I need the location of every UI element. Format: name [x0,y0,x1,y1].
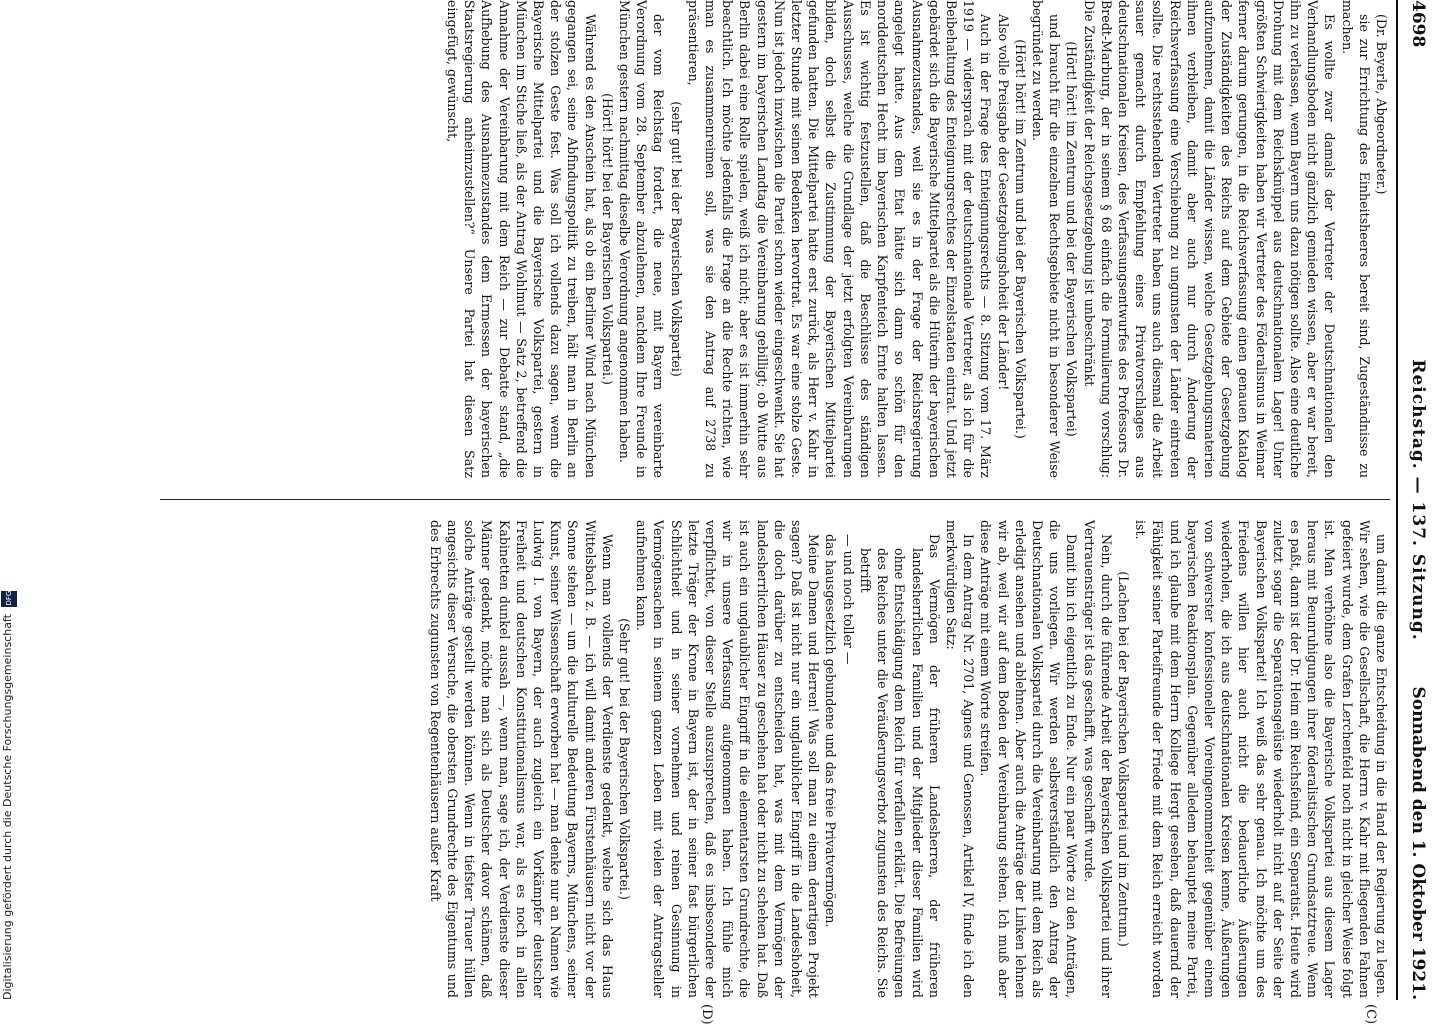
paragraph: (Lachen bei der Bayerischen Volkspartei und im Zentrum.) [1115,571,1131,947]
paragraph: Wenn man vollends der Verdienste gedenkt, welche sich das Haus Wittelsbach z. B. — ich will damit anderen Fürstenhäusern nicht vor der Sonne stehen — um die kulturelle Bedeutung Bayerns, Münchens, seiner Kunst, seiner Wissenschaft erworben hat — man denke nur an Namen wie Ludwig I. von Bayern, der auch zugleich ein Vorkämpfer deutscher Freiheit und deutschen Konstitutionalismus war, als es noch in allen Kabinetten dunkel aussah —, wenn man, sage ich, der Verdienste dieser Männer gedenkt, möchte man sich als Deutscher davor schämen, daß solche Anträge gestellt werden können. Wenn in tiefster Trauer hüllen angesichts dieser Versuche, die obersten Grundrechte des Eigentums und des Erbrechts zugunsten von Regentenhäusern außer Kraft [427,520,615,998]
paragraph: Damit bin ich eigentlich zu Ende. Nur ein paar Worte zu den Anträgen, die uns vorliegen. Wir werden selbstverständlich den Antrag der Deutschnationalen Volkspartei durch die Vereinbarung mit dem Reich als erledigt ansehen und ablehnen. Aber auch die Anträge der Linken lehnen wir ab, weil wir auf dem Boden der Vereinbarung stehen. Ich muß aber diese Anträge mit einem Worte streifen. [978,520,1080,998]
paragraph: Meine Damen und Herren! Was soll man zu einem derartigen Projekt sagen? Daß ist nicht nur ein unglaublicher Eingriff in die Landeshoheit, die doch darüber zu entscheiden hat, was mit dem Vermögen der landesherrlichen Häuser zu geschehen hat oder nicht zu schehen hat. Daß ist auch ein unglaublicher Eingriff in die elementarsten Grundrechte, die wir in unsere Verfassung aufgenommen haben. Ich fühle mich verpflichtet, von dieser Stelle auszusprechen, daß es insbesondere der letzte Träger der Krone in Bayern ist, der in seiner fast bürgerlichen Schlichtheit und in seiner vornehmen und reinen Gesinnung in Vermögensachen in seinem ganzen Leben mit vielen der Antragsteller aufnehmen kann. [634,520,822,998]
paragraph: In dem Antrag Nr. 2701, Agnes und Genossen, Artikel IV, finde ich den merkwürdigen Satz: [943,520,977,998]
paragraph: um damit die ganze Entscheidung in die Hand der Regierung zu legen. Wir sehen, wie die Gesellschaft, die Herrn v. Kahr mit fliegenden Fahnen gefeiert wurde, dem Grafen Lerchenfeld noch nicht in gleicher Weise folgt ist. Man verhöhne also die Bayerische Volkspartei aus diesem Lager heraus mit Beunruhigungen ihrer föderalistischen Grundsatztreue. Wenn es paßt, dann ist der Dr. Heim ein Reichsfeind, ein Separatist. Heute wird zuletzt sogar die Separationsgelüste wiederholt nicht auf der Seite der Bayerischen Volkspartei! Ich weiß das sehr genau. Ich möchte um des Friedens willen hier auch nicht die bedauerliche Äußerungen wiederholen, die ich aus deutschnationalen Kreisen kenne, Äußerungen von schwerster konfessioneller Voreingenommenheit gegenüber einem bayerischen Reaktionsplan. Gegenüber alledem behauptet meine Partei, und ich glaube mit dem Herrn Kollege Hergt gesehen, daß dauernd der Fähigkeit seiner Parteifreunde der Friede mit dem Reich erreicht worden ist. [1133,520,1389,998]
paragraph: sie zur Errichtung des Einheitsheeres bereit sind, Zugeständnisse zu machen. [1339,0,1372,478]
paragraph: Das Vermögen der früheren Landesherren, der früheren landesherrlichen Familien und der Mitglieder dieser Familien wird ohne Entschädigung dem Reich für verfallen erklärt. Die Befreiungen des Reiches unter die Veräußerungsverbot zugunsten des Reichs. Sie betrifft [857,534,942,998]
page-date: Sonnabend den 1. Oktober 1921. [1408,686,1428,1000]
paragraph: (Sehr gut! bei der Bayerischen Volkspartei.) [617,618,633,900]
paragraph: Auch in der Frage des Enteignungsrechts — 8. Sitzung vom 17. März 1919 — widersprach mit der deutschnationale Vertreter, als ich für die Beibehaltung des Enteignungsrechtes der Einzelstaaten eintrat. Und jetzt gebärdet sich die Bayerische Mittelpartei als die Hüterin der bayerischen Ausnahmezustandes, weil sie es in der Frage der Reichsregierung angelegt hatte. Aus dem Etat hätte sich dann so schön für den norddeutschen Hecht im bayerischen Karpfenteich Ernte halten lassen. Es ist wichtig festzustellen, daß die Beschlüsse des ständigen Ausschusses, welche die Grundlage der jetzt erfolgten Vereinbarungen bilden, doch selbst die Zustimmung der Bayerischen Mittelpartei gefunden hatten. Die Mittelpartei hatte erst zurück, als Herr v. Kahr in letzter Stunde mit seinen Bedenken hervortrat. Es war eine stolze Geste. Nun ist jedoch inzwischen die Partei schon wieder eingeschwenkt. Sie hat gestern im bayerischen Landtag die Vereinbarung gebilligt; ob Wutte aus Berlin dabei eine Rolle spielen, weiß ich nicht; aber es ist immerhin sehr beachtlich. Ich möchte jedenfalls die Frage an die Rechte richten, wie man es zusammenreimen soll, was sie den Antrag auf 2738 zu präsentieren, [685,0,994,478]
paragraph: (Hört! hört! bei der Bayerischen Volkspartei.) [599,93,615,385]
paragraph: (Hört! hört! im Zentrum und bei der Bayerischen Volkspartei) [1064,41,1080,437]
paragraph: (Hört! hört! im Zentrum und bei der Bayerischen Volkspartei.) [1012,39,1028,439]
credit-text: Digitalisierung gefördert durch die Deutsche Forschungsgemeinschaft [1,614,14,1000]
paragraph: der vom Reichstag fordert, die neue, mit Bayern vereinbarte Verordnung vom 28. September abzulehnen, nachdem Ihre Freunde in München gestern nachmittag dieselbe Verordnung angenommen haben. [617,0,667,478]
paragraph: Nein, durch die führende Arbeit der Bayerischen Volkspartei und ihrer Vertrauensträger ist das geschafft, was geschafft wurde. [1081,520,1114,998]
paragraph: (sehr gut! bei der Bayerischen Volkspartei) [668,101,684,377]
paragraph: (Dr. Beyerle, Abgeordneter.) [1374,14,1389,195]
right-column [427,520,1390,998]
column-divider [160,499,1390,500]
paragraph: Während es den Anschein hat, als ob ein Berliner Wind nach München gegangen sei, seine Abfindungspolitik zu treiben, hält man in Berlin an der stolzen Geste fest. Was soll ich vollends dazu sagen, wenn die Bayerische Mittelpartei und die Bayerische Volkspartei, gestern in München im Stiche ließ, als der Antrag Wohlmut — Satz 2, betreffend die Annahme der Vereinbarung mit dem Reich — zur Debatte stand, „die Aufhebung des Ausnahmezustandes dem Ermessen der bayerischen Staatsregierung anheimzustellen?“ Unsere Partei hat diesen Satz eingefügt, gewünscht, [445,0,598,478]
paragraph: und braucht für die einzelnen Rechtsgebiete nicht in besonderer Weise begründet zu werden. [1029,0,1063,478]
paragraph: das hausgesetzlich gebundene und das freie Privatvermögen. [823,534,839,928]
marker-d: (D) [699,1004,714,1025]
dfg-logo: DFG [1,591,17,607]
paragraph: — und noch toller — [840,534,856,665]
digitization-credit [1,0,29,1000]
paragraph: Es wollte zwar damals der Vertreter der Deutschnationalen den Verhandlungsboden nicht gänzlich gemieden wissen, aber er war bereit, ihn zu verlassen, wenn Bayern uns dazu nötigen sollte. Also eine deutliche Drohung mit dem Reichsknüppel aus deutschnationalem Lager! Unter größten Schwierigkeiten haben wir Vertreter des Föderalismus in Weimar ferner darum gerungen, in die Reichsverfassung einen genauen Katalog der Zuständigkeiten des Reichs auf dem Gebiete der Gesetzgebung aufzunehmen, damit die Länder wissen, welche Gesetzgebungsmaterien ihnen verbleiben, damit aber auch nur durch Änderung der Reichsverfassung eine Verschiebung zu ungunsten der Länder eintreten sollte. Die rechtsstehenden Vertreter haben uns auch diesmal die Arbeit sauer gemacht durch Empfehlung eines Privatvorschlages aus deutschnationalen Kreisen, des Verfassungsentwurfes des Professors Dr. Bredt-Marburg, der in seinem § 68 einfach die Formulierung vorschlug: Die Zuständigkeit der Reichsgesetzgebung ist unbeschränkt [1081,0,1338,478]
page-title: Reichstag. — 137. Sitzung. [1408,359,1428,641]
left-column [444,0,1390,478]
header-rule [1396,0,1398,1000]
marker-c: (C) [1363,1004,1378,1025]
page-number: 4698 [1408,0,1428,48]
page-header [1400,0,1434,1000]
paragraph: Also volle Preisgabe der Gesetzgebungshoheit der Länder! [995,14,1011,391]
rotated-newspaper-page [134,0,1434,1025]
